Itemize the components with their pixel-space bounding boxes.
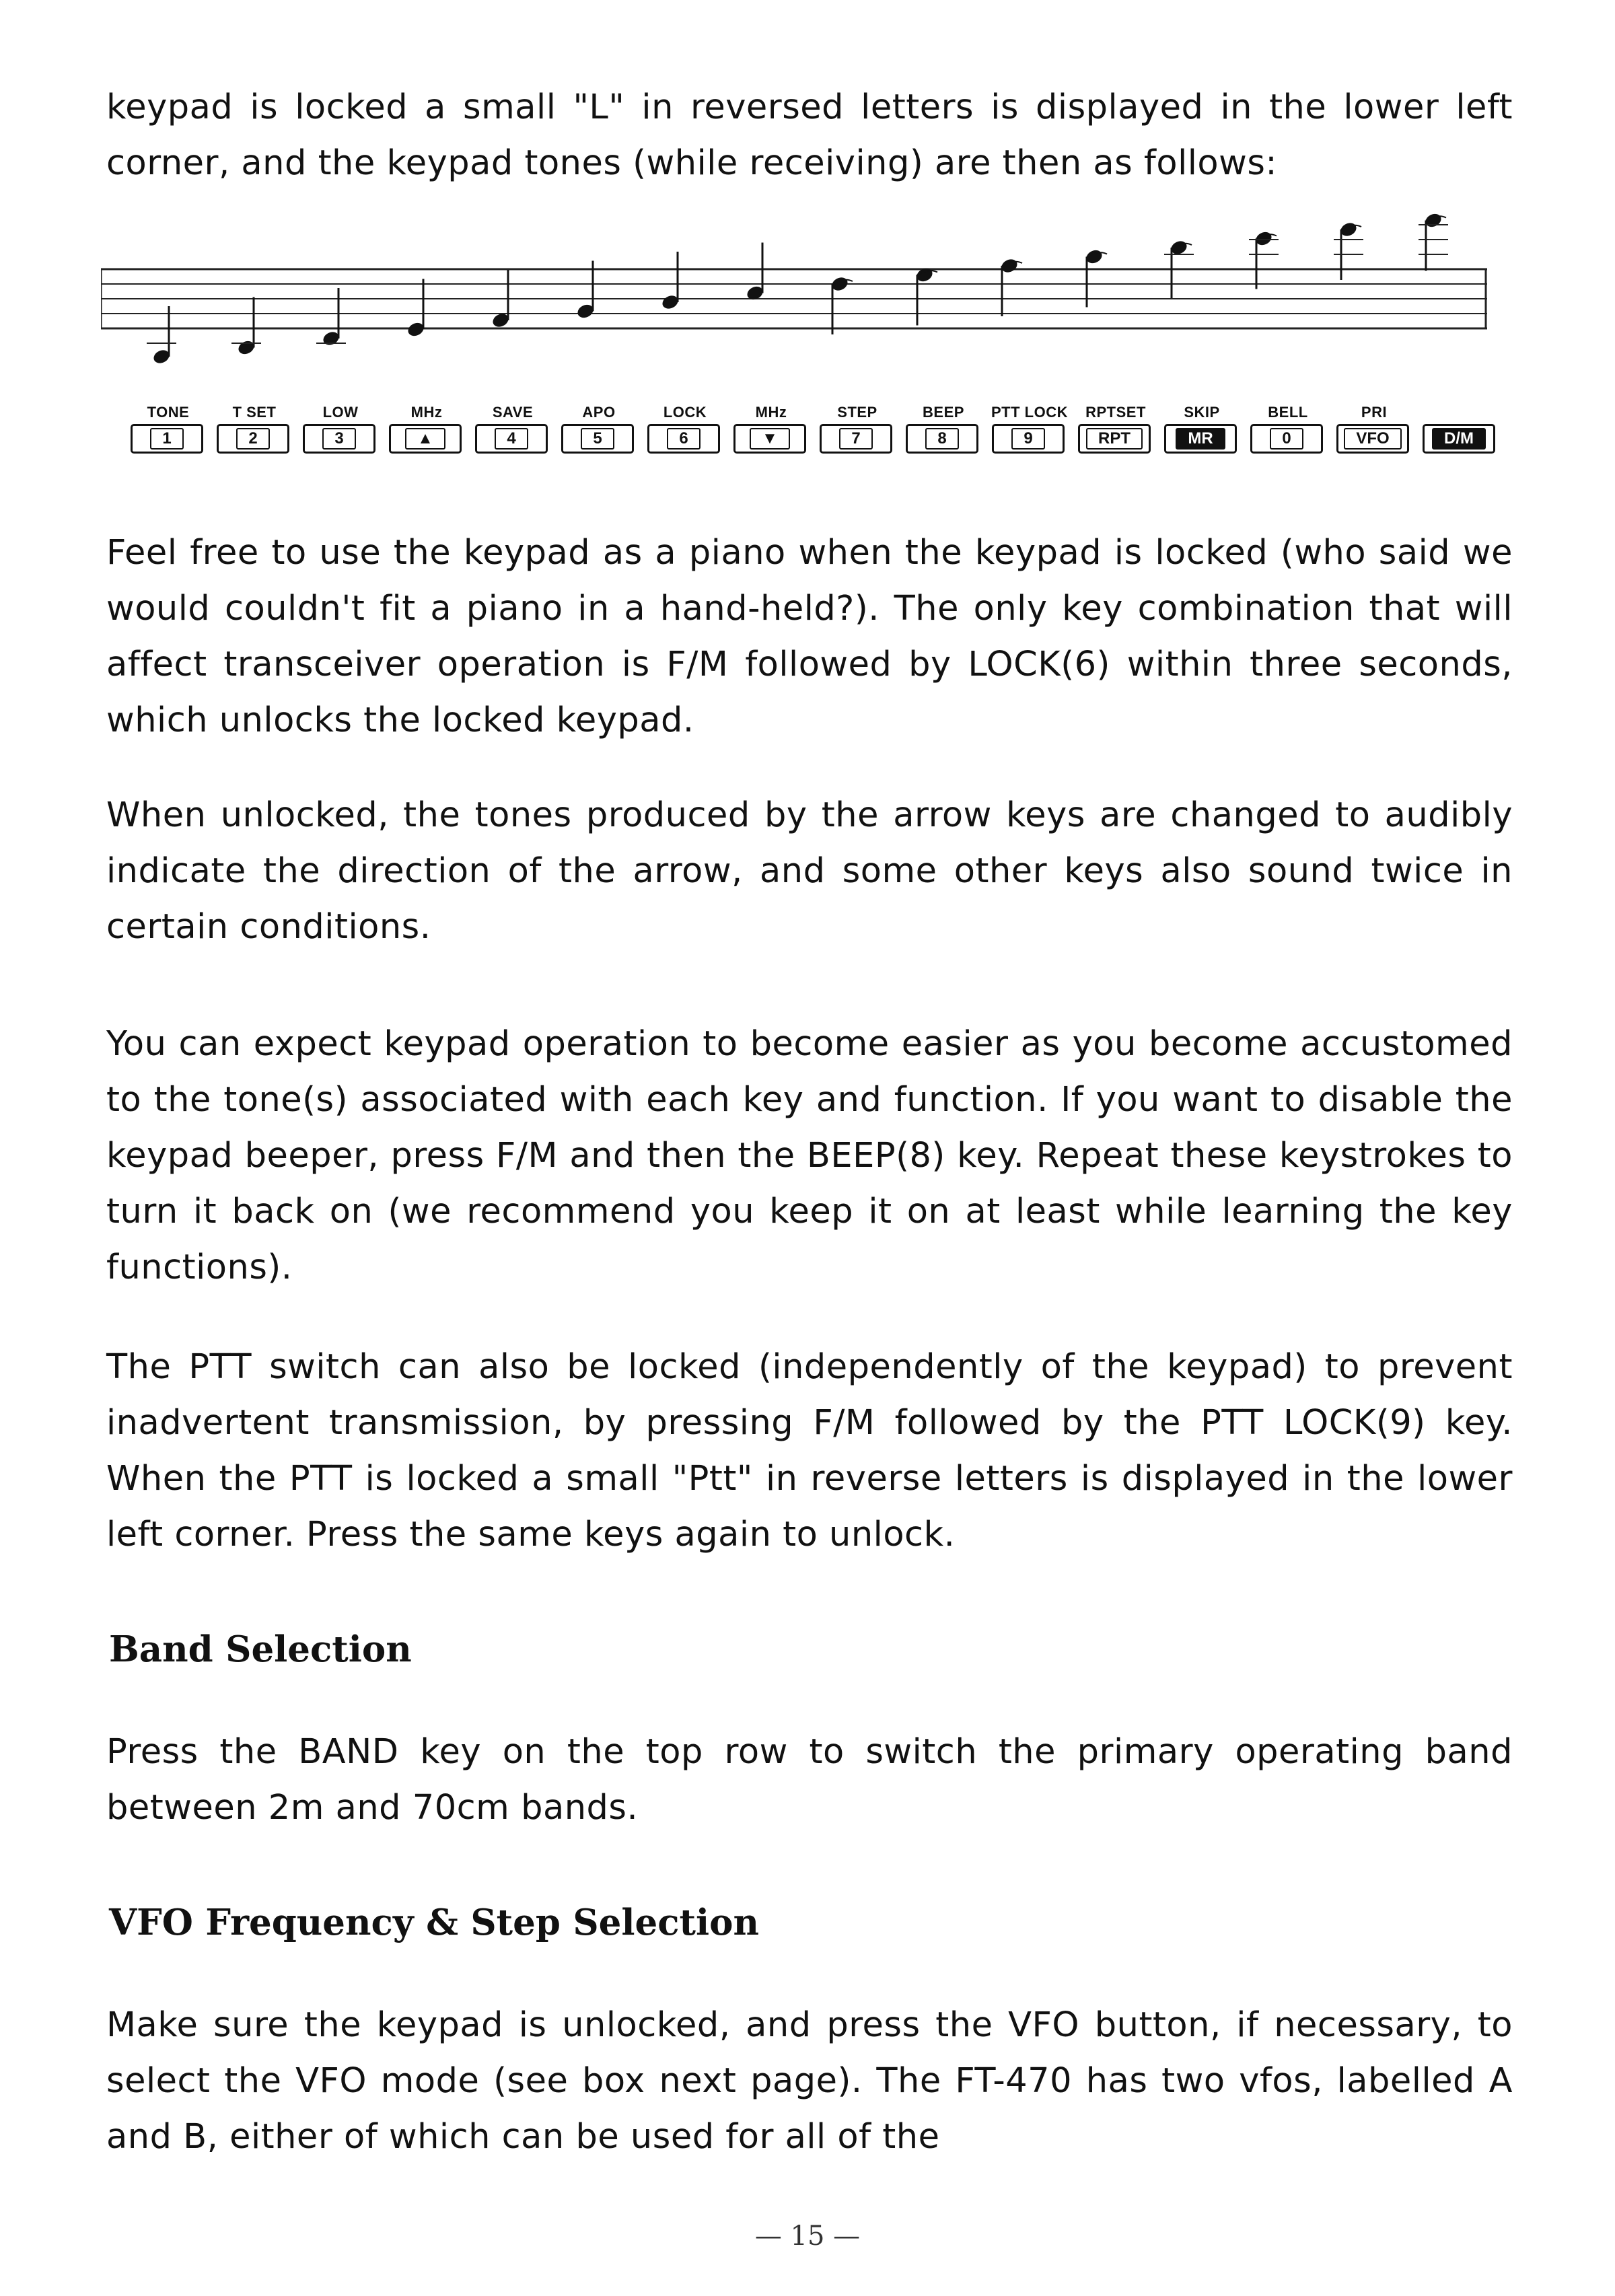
keypad-key [559,404,639,464]
keypad-key-function-label: STEP [837,404,877,421]
keypad-key-cap: 2 [217,424,289,454]
keypad-key-cap: 3 [303,424,375,454]
keypad-key [1161,404,1242,464]
keypad-key-function-label: LOCK [663,404,707,421]
paragraph-vfo: Make sure the keypad is unlocked, and press the VFO button, if necessary, to select the VFO mode (see box next page). The FT-470 has two vfos, labelled A and B, either of which can be used for all of the [106,2005,1513,2157]
keypad-key-function-label: MHz [410,404,443,421]
keypad-key-cap: 9 [992,424,1065,454]
keypad-key-cap: 6 [647,424,720,454]
paragraph-beeper: You can expect keypad operation to become easier as you become accustomed to the tone(s) associated with each key and function. If you want to disable the keypad beeper, press F/M and then the BEEP(8) key. Repeat these keystrokes to turn it back on (we recommend you keep it on at least while learning the key functions). [106,1024,1513,1287]
paragraph-intro-continuation: keypad is locked a small "L" in reversed letters is displayed in the lower left corner, and the keypad tones (while receiving) are then as follows: [106,87,1513,183]
keypad-key-function-label: SAVE [492,404,534,421]
keypad-key [1075,404,1156,464]
keypad-key [214,404,295,464]
keypad-key-function-label: SKIP [1184,404,1220,421]
keypad-key-cap: ▼ [733,424,806,454]
paragraph-unlocked: When unlocked, the tones produced by the arrow keys are changed to audibly indicate the direction of the arrow, and some other keys also sound twice in certain conditions. [106,795,1513,947]
keypad-key-cap: 1 [131,424,203,454]
paragraph-piano: Feel free to use the keypad as a piano when the keypad is locked (who said we would couldn't fit a piano in a hand-held?). The only key combination that will affect transceiver operation is F/M followed by LOCK(6) within three seconds, which unlocks the locked keypad. [106,533,1513,740]
keypad-key-function-label: APO [582,404,616,421]
keypad-key-cap: 0 [1250,424,1323,454]
keypad-key-cap: D/M [1423,424,1495,454]
keypad-key-cap: 4 [475,424,548,454]
keypad-key-function-label: T SET [232,404,277,421]
heading-vfo-selection: VFO Frequency & Step Selection [109,1902,759,1943]
keypad-key-function-label: PRI [1361,404,1388,421]
keypad-key-cap: ▲ [389,424,462,454]
keypad-key-function-label: BELL [1268,404,1308,421]
keypad-key [300,404,381,464]
keypad-key-cap: 7 [820,424,892,454]
keypad-key-cap: VFO [1336,424,1409,454]
keypad-key-function-label: MHz [755,404,787,421]
keypad-key [731,404,812,464]
heading-band-selection: Band Selection [109,1628,412,1670]
keypad-key [903,404,984,464]
keypad-key-function-label: LOW [322,404,359,421]
keypad-key-function-label: PTT LOCK [991,404,1068,421]
keypad-key-cap: MR [1164,424,1237,454]
keypad-key-cap: 8 [906,424,978,454]
keypad-key [1334,404,1414,464]
keypad-key-function-label: RPTSET [1085,404,1146,421]
keypad-key [645,404,725,464]
keypad-key [128,404,209,464]
keypad-key-function-label: TONE [147,404,190,421]
keypad-diagram [128,404,1514,464]
keypad-key [472,404,553,464]
keypad-key [989,404,1070,464]
page-number: — 15 — [754,2221,861,2252]
keypad-key-cap: 5 [561,424,634,454]
keypad-key [386,404,467,464]
paragraph-band: Press the BAND key on the top row to switch the primary operating band between 2m and 70cm bands. [106,1732,1513,1828]
musical-staff-keypad-tones [101,202,1501,377]
keypad-key [817,404,898,464]
keypad-key [1248,404,1328,464]
keypad-key [1420,404,1501,464]
keypad-key-cap: RPT [1078,424,1151,454]
keypad-key-function-label: BEEP [923,404,964,421]
musical-staff-svg [101,202,1501,377]
paragraph-ptt: The PTT switch can also be locked (independently of the keypad) to prevent inadvertent transmission, by pressing F/M followed by the PTT LOCK(9) key. When the PTT is locked a small "Ptt" in reverse letters is displayed in the lower left corner. Press the same keys again to unlock. [106,1347,1513,1554]
